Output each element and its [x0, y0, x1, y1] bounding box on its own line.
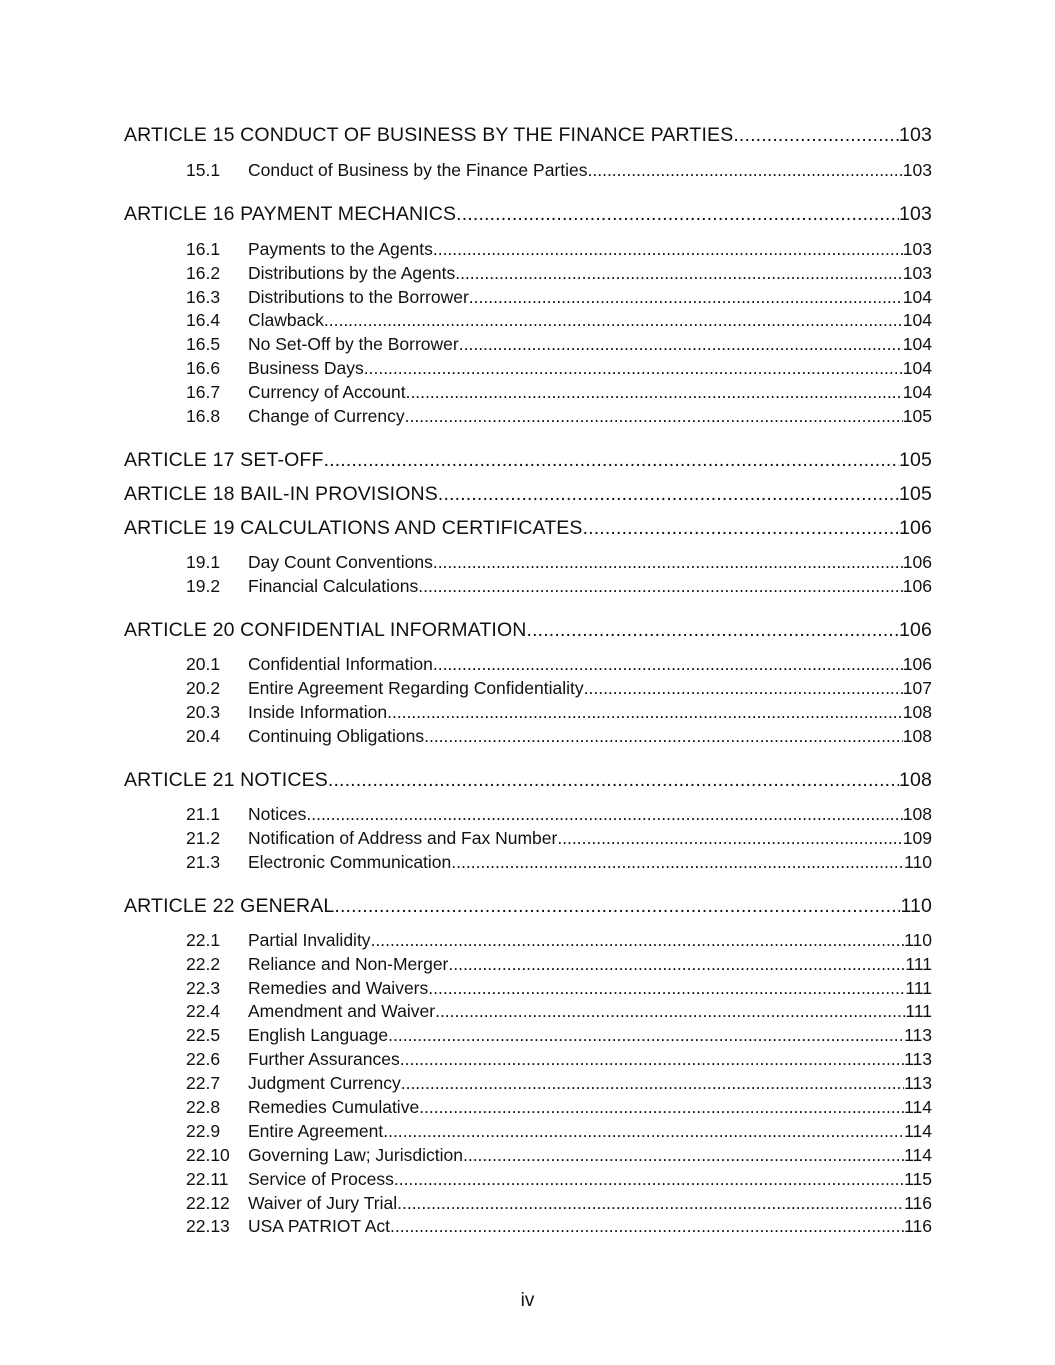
section-title: Further Assurances — [248, 1049, 400, 1069]
toc-section-entry[interactable] — [186, 954, 932, 975]
dot-leader — [456, 203, 899, 226]
page-number: 111 — [905, 954, 932, 974]
section-title: Change of Currency — [248, 406, 405, 426]
dot-leader — [584, 678, 903, 699]
section-number: 19.2 — [186, 576, 221, 596]
dot-leader — [419, 1097, 904, 1118]
page-footer-number: iv — [520, 1290, 535, 1311]
toc-section-entry[interactable] — [186, 828, 932, 849]
dot-leader — [592, 160, 902, 181]
toc-article-entry[interactable] — [124, 124, 932, 147]
page-number: 109 — [902, 828, 932, 848]
dot-leader — [435, 1001, 905, 1022]
dot-leader — [306, 804, 902, 825]
dot-leader — [455, 263, 903, 284]
toc-section-entry[interactable] — [186, 1121, 932, 1142]
article-title: ARTICLE 22 GENERAL — [124, 895, 335, 917]
toc-section-entry[interactable] — [186, 1216, 932, 1237]
page-number: 110 — [904, 852, 932, 872]
section-title: Clawback — [248, 310, 324, 330]
toc-section-entry[interactable] — [186, 263, 932, 284]
section-title: Notification of Address and Fax Number — [248, 828, 558, 848]
dot-leader — [401, 1073, 904, 1094]
toc-section-entry[interactable] — [186, 1169, 932, 1190]
section-title: Electronic Communication — [248, 852, 452, 872]
toc-section-entry[interactable] — [186, 334, 932, 355]
section-title: Waiver of Jury Trial — [248, 1193, 398, 1213]
section-title: USA PATRIOT Act. — [248, 1216, 395, 1236]
toc-section-entry[interactable] — [186, 978, 932, 999]
toc-section-entry[interactable] — [186, 406, 932, 427]
dot-leader — [387, 702, 903, 723]
toc-section-entry[interactable] — [186, 1001, 932, 1022]
section-number: 20.2 — [186, 678, 221, 698]
article-title: ARTICLE 18 BAIL-IN PROVISIONS — [124, 483, 438, 505]
page-number: 108 — [899, 769, 932, 791]
page-number: 104 — [902, 382, 932, 402]
page-number: 105 — [899, 449, 932, 471]
toc-article-entry[interactable] — [124, 769, 932, 792]
section-title: Financial Calculations — [248, 576, 419, 596]
toc-article-entry[interactable] — [124, 517, 932, 540]
page-number: 108 — [902, 804, 932, 824]
article-title: ARTICLE 20 CONFIDENTIAL INFORMATION — [124, 619, 527, 641]
toc-article-entry[interactable] — [124, 449, 932, 472]
section-number: 22.4 — [186, 1001, 221, 1021]
toc-section-entry[interactable] — [186, 1097, 932, 1118]
page-number: 110 — [904, 930, 932, 950]
page-number: 106 — [902, 654, 932, 674]
toc-section-entry[interactable] — [186, 287, 932, 308]
page-number: 116 — [904, 1216, 932, 1236]
page-number: 103 — [902, 263, 932, 283]
section-title: Notices — [248, 804, 307, 824]
section-number: 22.3 — [186, 978, 221, 998]
toc-section-entry[interactable] — [186, 678, 932, 699]
page-number: 108 — [902, 702, 932, 722]
toc-section-entry[interactable] — [186, 239, 932, 260]
dot-leader — [397, 1193, 904, 1214]
section-title: Governing Law; Jurisdiction — [248, 1145, 463, 1165]
page-number: 111 — [905, 1001, 932, 1021]
toc-article-entry[interactable] — [124, 895, 932, 918]
page-number: 115 — [904, 1169, 932, 1189]
toc-section-entry[interactable] — [186, 804, 932, 825]
article-title: ARTICLE 16 PAYMENT MECHANICS — [124, 203, 457, 225]
dot-leader — [583, 517, 899, 540]
dot-leader — [324, 310, 903, 331]
dot-leader — [324, 449, 899, 472]
section-number: 22.12 — [186, 1193, 230, 1213]
section-number: 15.1 — [186, 160, 221, 180]
section-title: Inside Information — [248, 702, 388, 722]
section-title: Business Days — [248, 358, 364, 378]
toc-section-entry[interactable] — [186, 358, 932, 379]
section-title: Day Count Conventions — [248, 552, 433, 572]
section-number: 22.7 — [186, 1073, 221, 1093]
dot-leader — [459, 334, 903, 355]
toc-section-entry[interactable] — [186, 702, 932, 723]
page-number: 106 — [899, 517, 932, 539]
section-title: Distributions by the Agents — [248, 263, 456, 283]
section-number: 22.1 — [186, 930, 221, 950]
page-number: 105 — [899, 483, 932, 505]
page-number: 103 — [899, 203, 932, 225]
section-title: Conduct of Business by the Finance Parties. — [248, 160, 593, 180]
page-number: 113 — [904, 1049, 932, 1069]
toc-section-entry[interactable] — [186, 1145, 932, 1166]
page-number: 103 — [899, 124, 932, 146]
section-title: No Set-Off by the Borrower — [248, 334, 459, 354]
toc-section-entry[interactable] — [186, 1049, 932, 1070]
toc-section-entry[interactable] — [186, 382, 932, 403]
toc-article-entry[interactable] — [124, 619, 932, 642]
page-number: 106 — [902, 552, 932, 572]
dot-leader — [463, 1145, 904, 1166]
page-number: 111 — [905, 978, 932, 998]
page-number: 106 — [902, 576, 932, 596]
toc-section-entry[interactable] — [186, 552, 932, 573]
section-number: 16.1 — [186, 239, 221, 259]
dot-leader — [428, 978, 905, 999]
page-number: 114 — [904, 1097, 932, 1117]
section-number: 22.10 — [186, 1145, 230, 1165]
section-title: Continuing Obligations — [248, 726, 425, 746]
page-number: 113 — [904, 1073, 932, 1093]
section-number: 22.11 — [186, 1169, 229, 1189]
page-number: 104 — [902, 334, 932, 354]
dot-leader — [364, 358, 903, 379]
toc-section-entry[interactable] — [186, 1073, 932, 1094]
section-title: Partial Invalidity — [248, 930, 371, 950]
dot-leader — [469, 287, 903, 308]
dot-leader — [383, 1121, 904, 1142]
dot-leader — [334, 895, 900, 918]
section-title: Entire Agreement — [248, 1121, 384, 1141]
toc-section-entry[interactable] — [186, 1193, 932, 1214]
page-number: 104 — [902, 358, 932, 378]
dot-leader — [438, 654, 903, 675]
dot-leader — [388, 1025, 904, 1046]
toc-section-entry[interactable] — [186, 654, 932, 675]
toc-section-entry[interactable] — [186, 160, 932, 181]
section-title: Judgment Currency — [248, 1073, 401, 1093]
article-title: ARTICLE 17 SET-OFF — [124, 449, 324, 471]
section-title: Remedies Cumulative — [248, 1097, 420, 1117]
page-number: 107 — [902, 678, 932, 698]
toc-section-entry[interactable] — [186, 726, 932, 747]
dot-leader — [433, 239, 903, 260]
dot-leader — [733, 124, 899, 147]
section-number: 16.2 — [186, 263, 221, 283]
page-number: 106 — [899, 619, 932, 641]
page-number: 114 — [904, 1121, 932, 1141]
section-number: 20.4 — [186, 726, 221, 746]
page-number: 103 — [902, 160, 932, 180]
dot-leader — [433, 552, 903, 573]
page-number: 105 — [902, 406, 932, 426]
section-number: 16.3 — [186, 287, 221, 307]
section-number: 16.5 — [186, 334, 221, 354]
toc-article-entry[interactable] — [124, 203, 932, 226]
dot-leader — [438, 483, 899, 506]
section-number: 21.1 — [186, 804, 221, 824]
section-number: 20.3 — [186, 702, 221, 722]
section-title: Service of Process. — [248, 1169, 399, 1189]
article-title: ARTICLE 15 CONDUCT OF BUSINESS BY THE FINANCE PARTIES — [124, 124, 734, 146]
dot-leader — [405, 406, 903, 427]
section-number: 22.6 — [186, 1049, 221, 1069]
page-number: 113 — [904, 1025, 932, 1045]
toc-section-entry[interactable] — [186, 1025, 932, 1046]
section-title: Remedies and Waivers — [248, 978, 429, 998]
section-number: 16.4 — [186, 310, 221, 330]
dot-leader — [371, 930, 905, 951]
section-number: 16.6 — [186, 358, 221, 378]
section-title: Reliance and Non-Merger — [248, 954, 449, 974]
page-number: 116 — [904, 1193, 932, 1213]
section-number: 16.8 — [186, 406, 221, 426]
toc-section-entry[interactable] — [186, 310, 932, 331]
section-title: Currency of Account — [248, 382, 406, 402]
toc-article-entry[interactable] — [124, 483, 932, 506]
dot-leader — [424, 726, 903, 747]
page-number: 114 — [904, 1145, 932, 1165]
dot-leader — [557, 828, 902, 849]
section-number: 22.9 — [186, 1121, 221, 1141]
article-title: ARTICLE 21 NOTICES — [124, 769, 328, 791]
dot-leader — [406, 382, 903, 403]
page-number: 104 — [902, 287, 932, 307]
page-number: 103 — [902, 239, 932, 259]
section-number: 20.1 — [186, 654, 221, 674]
section-number: 21.2 — [186, 828, 221, 848]
dot-leader — [395, 1216, 904, 1237]
dot-leader — [328, 769, 899, 792]
section-number: 19.1 — [186, 552, 221, 572]
section-title: Distributions to the Borrower — [248, 287, 469, 307]
section-title: Entire Agreement Regarding Confidentiality — [248, 678, 584, 698]
dot-leader — [399, 1169, 904, 1190]
dot-leader — [451, 852, 904, 873]
toc-section-entry[interactable] — [186, 930, 932, 951]
section-number: 16.7 — [186, 382, 221, 402]
dot-leader — [448, 954, 905, 975]
page-number: 104 — [902, 310, 932, 330]
section-number: 22.2 — [186, 954, 221, 974]
toc-section-entry[interactable] — [186, 576, 932, 597]
section-number: 22.13 — [186, 1216, 230, 1236]
toc-section-entry[interactable] — [186, 852, 932, 873]
page-number: 108 — [902, 726, 932, 746]
page-number: 110 — [900, 895, 932, 917]
section-title: Amendment and Waiver — [248, 1001, 436, 1021]
article-title: ARTICLE 19 CALCULATIONS AND CERTIFICATES — [124, 517, 583, 539]
section-title: English Language — [248, 1025, 389, 1045]
section-number: 21.3 — [186, 852, 221, 872]
dot-leader — [527, 619, 899, 642]
dot-leader — [418, 576, 903, 597]
section-number: 22.8 — [186, 1097, 221, 1117]
dot-leader — [400, 1049, 904, 1070]
section-title: Confidential Information. — [248, 654, 438, 674]
section-number: 22.5 — [186, 1025, 221, 1045]
section-title: Payments to the Agents — [248, 239, 433, 259]
